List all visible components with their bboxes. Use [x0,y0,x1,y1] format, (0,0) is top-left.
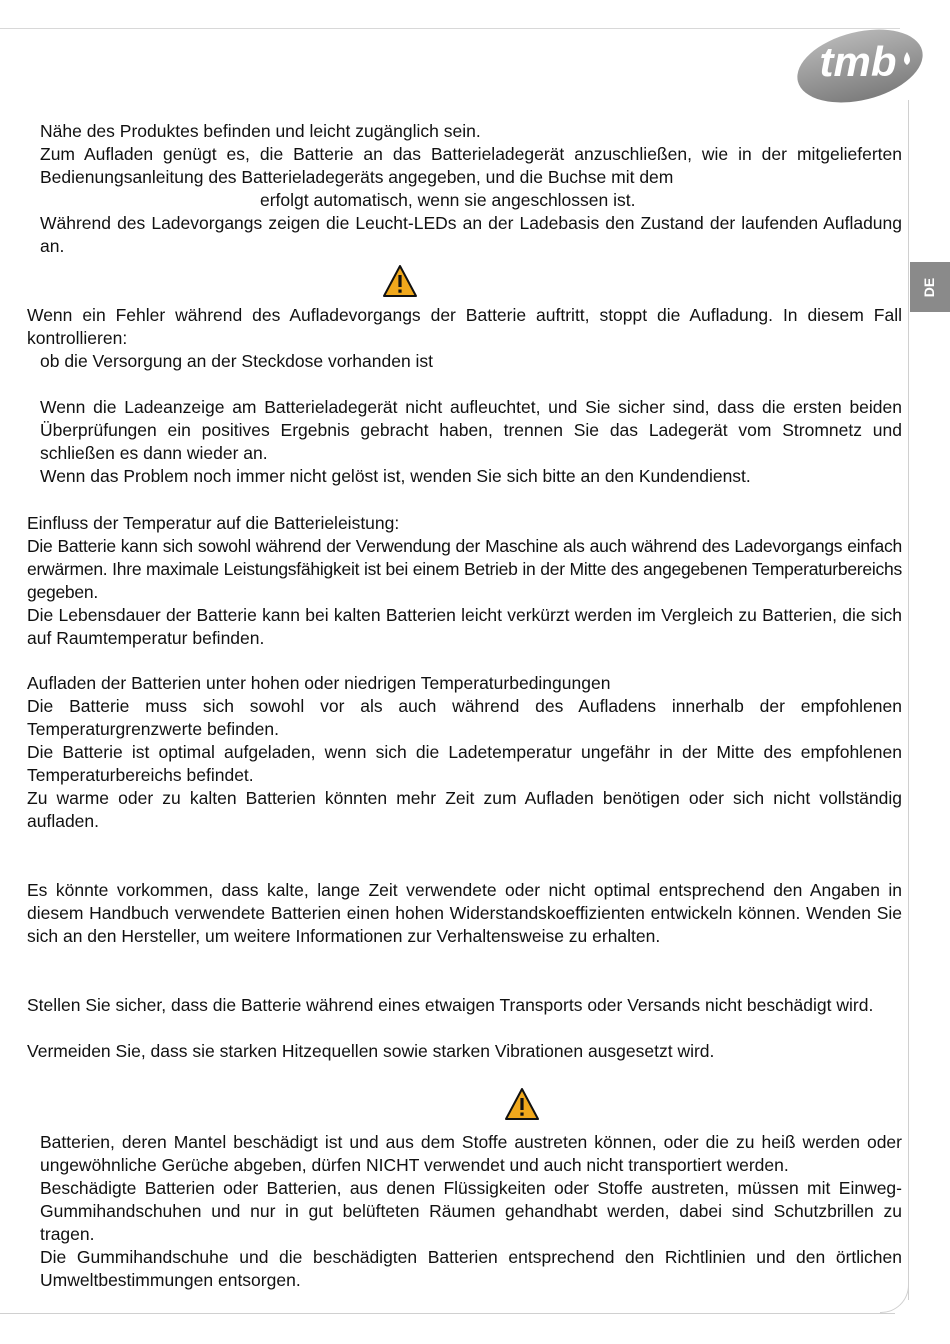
paragraph-8: Wenn das Problem noch immer nicht gelöst ist, wenden Sie sich bitte an den Kundendienst. [40,466,751,486]
paragraph-12: Aufladen der Batterien unter hohen oder niedrigen Temperaturbedingungen [27,673,611,693]
svg-text:tmb: tmb [819,38,897,85]
page-frame-right [908,100,909,1300]
paragraph-10: Die Batterie kann sich sowohl während der Verwendung der Maschine als auch während des Ladevorgangs einfach erwärmen. Ihre maximale Leistungsfähigkeit ist bei einem Betrieb in der Mitte des angegebenen Temperaturbereichs gegeben. [27,536,902,602]
paragraph-6: ob die Versorgung an der Steckdose vorhanden ist [40,351,434,371]
paragraph-18: Vermeiden Sie, dass sie starken Hitzequellen sowie starken Vibrationen ausgesetzt wird. [27,1041,715,1061]
paragraph-15: Zu warme oder zu kalten Batterien könnten mehr Zeit zum Aufladen benötigen oder sich nicht vollständig aufladen. [27,788,902,831]
paragraph-5: Wenn ein Fehler während des Aufladevorgangs der Batterie auftritt, stoppt die Aufladung. In diesem Fall kontrollieren: [27,305,902,348]
paragraph-11: Die Lebensdauer der Batterie kann bei kalten Batterien leicht verkürzt werden im Vergleich zu Batterien, die sich auf Raumtemperatur befinden. [27,605,902,648]
paragraph-14: Die Batterie ist optimal aufgeladen, wenn sich die Ladetemperatur ungefähr in der Mitte des empfohlenen Temperaturbereichs befindet. [27,742,902,785]
paragraph-3: erfolgt automatisch, wenn sie angeschlossen ist. [260,190,636,210]
paragraph-16: Es könnte vorkommen, dass kalte, lange Zeit verwendete oder nicht optimal entsprechend den Angaben in diesem Handbuch verwendete Batterien einen hohen Widerstandskoeffizienten entwickeln können. Wenden Sie sich an den Hersteller, um weitere Informationen zur Verhaltensweise zu erhalten. [27,880,902,946]
paragraph-17: Stellen Sie sicher, dass die Batterie während eines etwaigen Transports oder Versands nicht beschädigt wird. [27,995,874,1015]
paragraph-13: Die Batterie muss sich sowohl vor als auch während des Aufladens innerhalb der empfohlenen Temperaturgrenzwerte befinden. [27,696,902,739]
paragraph-21: Die Gummihandschuhe und die beschädigten Batterien entsprechend den Richtlinien und den örtlichen Umweltbestimmungen entsorgen. [40,1247,902,1290]
warning-triangle-icon [504,1087,540,1121]
paragraph-19: Batterien, deren Mantel beschädigt ist und aus dem Stoffe austreten können, oder die zu heiß werden oder ungewöhnliche Gerüche abgeben, dürfen NICHT verwendet und auch nicht transportiert werden. [40,1132,902,1175]
paragraph-7: Wenn die Ladeanzeige am Batterieladegerät nicht aufleuchtet, und Sie sicher sind, dass die ersten beiden Überprüfungen ein positives Ergebnis gebracht haben, trennen Sie das Ladegerät vom Stromnetz und schließen es dann wieder an. [40,397,902,463]
paragraph-4: Während des Ladevorgangs zeigen die Leucht-LEDs an der Ladebasis den Zustand der laufenden Aufladung an. [40,213,902,256]
paragraph-20: Beschädigte Batterien oder Batterien, aus denen Flüssigkeiten oder Stoffe austreten, müssen mit Einweg-Gummihandschuhen und nur in gut belüfteten Räumen gehandhabt werden, dabei sind Schutzbrillen zu tragen. [40,1178,902,1244]
language-tab-de[interactable]: DE [910,262,950,312]
page-frame-top [0,28,900,29]
paragraph-9: Einfluss der Temperatur auf die Batterieleistung: [27,513,400,533]
page-frame-bottom [0,1313,895,1314]
paragraph-2: Zum Aufladen genügt es, die Batterie an das Batterieladegerät anzuschließen, wie in der mitgelieferten Bedienungsanleitung des Batterieladegeräts angegeben, und die Buchse mit dem [40,144,902,187]
tmb-logo [790,8,930,108]
paragraph-1: Nähe des Produktes befinden und leicht zugänglich sein. [40,121,481,141]
warning-triangle-icon [382,264,418,298]
